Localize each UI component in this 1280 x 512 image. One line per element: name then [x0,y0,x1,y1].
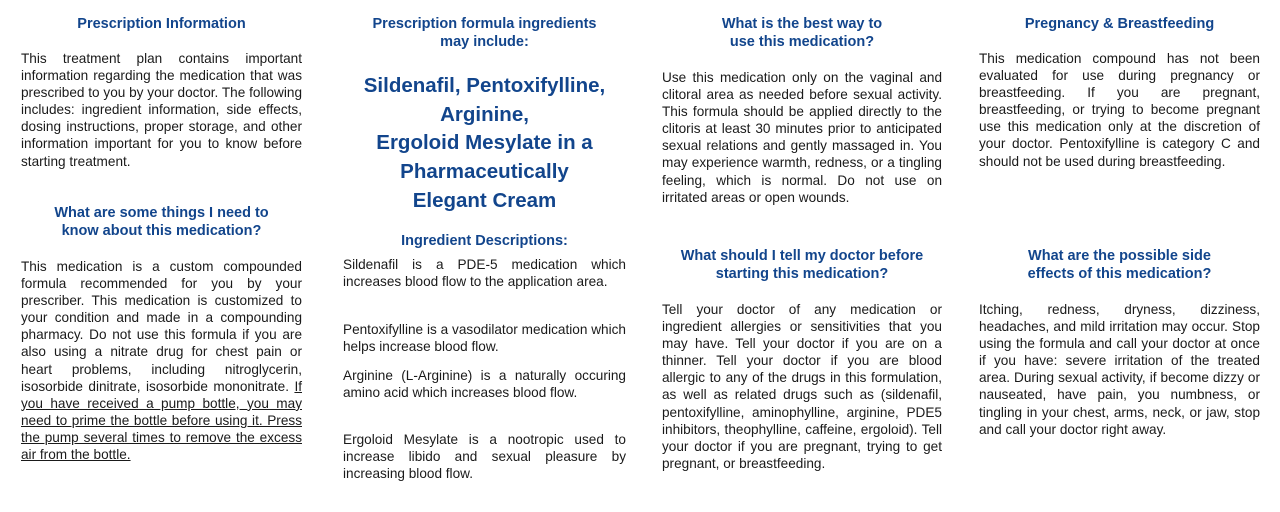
best-way-heading-line1: What is the best way to [721,16,883,32]
tell-doctor-heading-line1: What should I tell my doctor before [680,248,924,264]
pregnancy-heading: Pregnancy & Breastfeeding [1024,16,1215,32]
formula-line: Pharmaceutically [400,160,569,184]
side-effects-heading [979,247,1260,283]
column-ingredients [343,0,626,512]
formula-line: Arginine, [440,102,529,126]
prescription-info-section [21,15,302,33]
ingredient-description: Sildenafil is a PDE-5 medication which increases blood flow to the application area. [343,257,626,290]
formula-title [343,72,626,216]
prescription-info-text: This treatment plan contains important information regarding the medication that was prescribed to you by your doctor. The following includes: ingredient information, side effects, dosing instructions, proper storage, and other information important for you to know before starting treatment. [21,51,302,169]
column-safety [979,0,1260,512]
side-effects-heading-line1: What are the possible side [1028,248,1211,264]
side-effects-text: Itching, redness, dryness, dizziness, headaches, and mild irritation may occur. Stop using the formula and call your doctor at once if you have: severe irritation of the treated area. During sexual activity, if become dizzy or nauseated, have pain, you numbness, or tingling in your chest, arms, neck, or jaw, stop and call your doctor right away. [979,302,1260,437]
column-prescription-info [21,0,302,512]
things-to-know-heading-line2: know about this medication? [61,223,262,239]
things-to-know-heading-line1: What are some things I need to [54,205,269,221]
side-effects-heading-line2: effects of this medication? [1027,266,1212,282]
best-way-heading [662,15,942,51]
tell-doctor-heading-line2: starting this medication? [715,266,889,282]
ingredient-descriptions-heading: Ingredient Descriptions: [401,233,568,249]
prescription-info-heading: Prescription Information [77,16,246,32]
column-usage [662,0,942,512]
things-to-know-heading [21,204,302,240]
ingredient-description: Arginine (L-Arginine) is a naturally occuring amino acid which increases blood flow. [343,368,626,401]
tell-doctor-heading [662,247,942,283]
pregnancy-text: This medication compound has not been evaluated for use during pregnancy or breastfeeding. If you are pregnant, breastfeeding, or trying to become pregnant use this medication only at the discretion of your doctor. Pentoxifylline is category C and should not be used during breastfeeding. [979,51,1260,169]
tell-doctor-text: Tell your doctor of any medication or ingredient allergies or sensitivities that you may have. Tell your doctor if you are on a thinner. Tell your doctor if you are blood allergic to any of the drugs in this formulation, as well as related drugs such as (sildenafil, pentoxifylline, aminophylline, arginine, PDE5 inhibitors, theophylline, caffeine, ergoloid). Tell your doctor if you are pregnant, trying to get pregnant, or breastfeeding. [662,302,942,471]
best-way-heading-line2: use this medication? [729,34,875,50]
pump-bottle-note: If you have received a pump bottle, you may need to prime the bottle before using it. Press the pump several times to remove the excess air from the bottle. [21,378,302,463]
formula-line: Elegant Cream [412,188,557,212]
ingredient-description: Pentoxifylline is a vasodilator medication which helps increase blood flow. [343,322,626,355]
formula-ingredients-heading-line2: may include: [440,34,529,50]
formula-line: Sildenafil, Pentoxifylline, [363,74,606,97]
things-to-know-body: This medication is a custom compounded formula recommended for you by your prescriber. This medication is customized to your condition and made in a compounding pharmacy. Do not use this formula if you are also using a nitrate drug for chest pain or heart problems, including nitroglycerin, isosorbide dinitrate, isosorbide mononitrate. [21,259,302,394]
ingredient-description: Ergoloid Mesylate is a nootropic used to increase libido and sexual pleasure by increasing blood flow. [343,432,626,482]
best-way-text: Use this medication only on the vaginal and clitoral area as needed before sexual activity. This formula should be applied directly to the clitoris at least 30 minutes prior to anticipated sexual relations and gently massaged in. You may experience warmth, redness, or a tingling feeling, which is normal. Do not use on irritated areas or open wounds. [662,70,942,205]
things-to-know-text [21,258,302,463]
formula-ingredients-heading-line1: Prescription formula ingredients [372,16,597,32]
formula-line: Ergoloid Mesylate in a [376,131,593,155]
formula-ingredients-heading [343,15,626,51]
